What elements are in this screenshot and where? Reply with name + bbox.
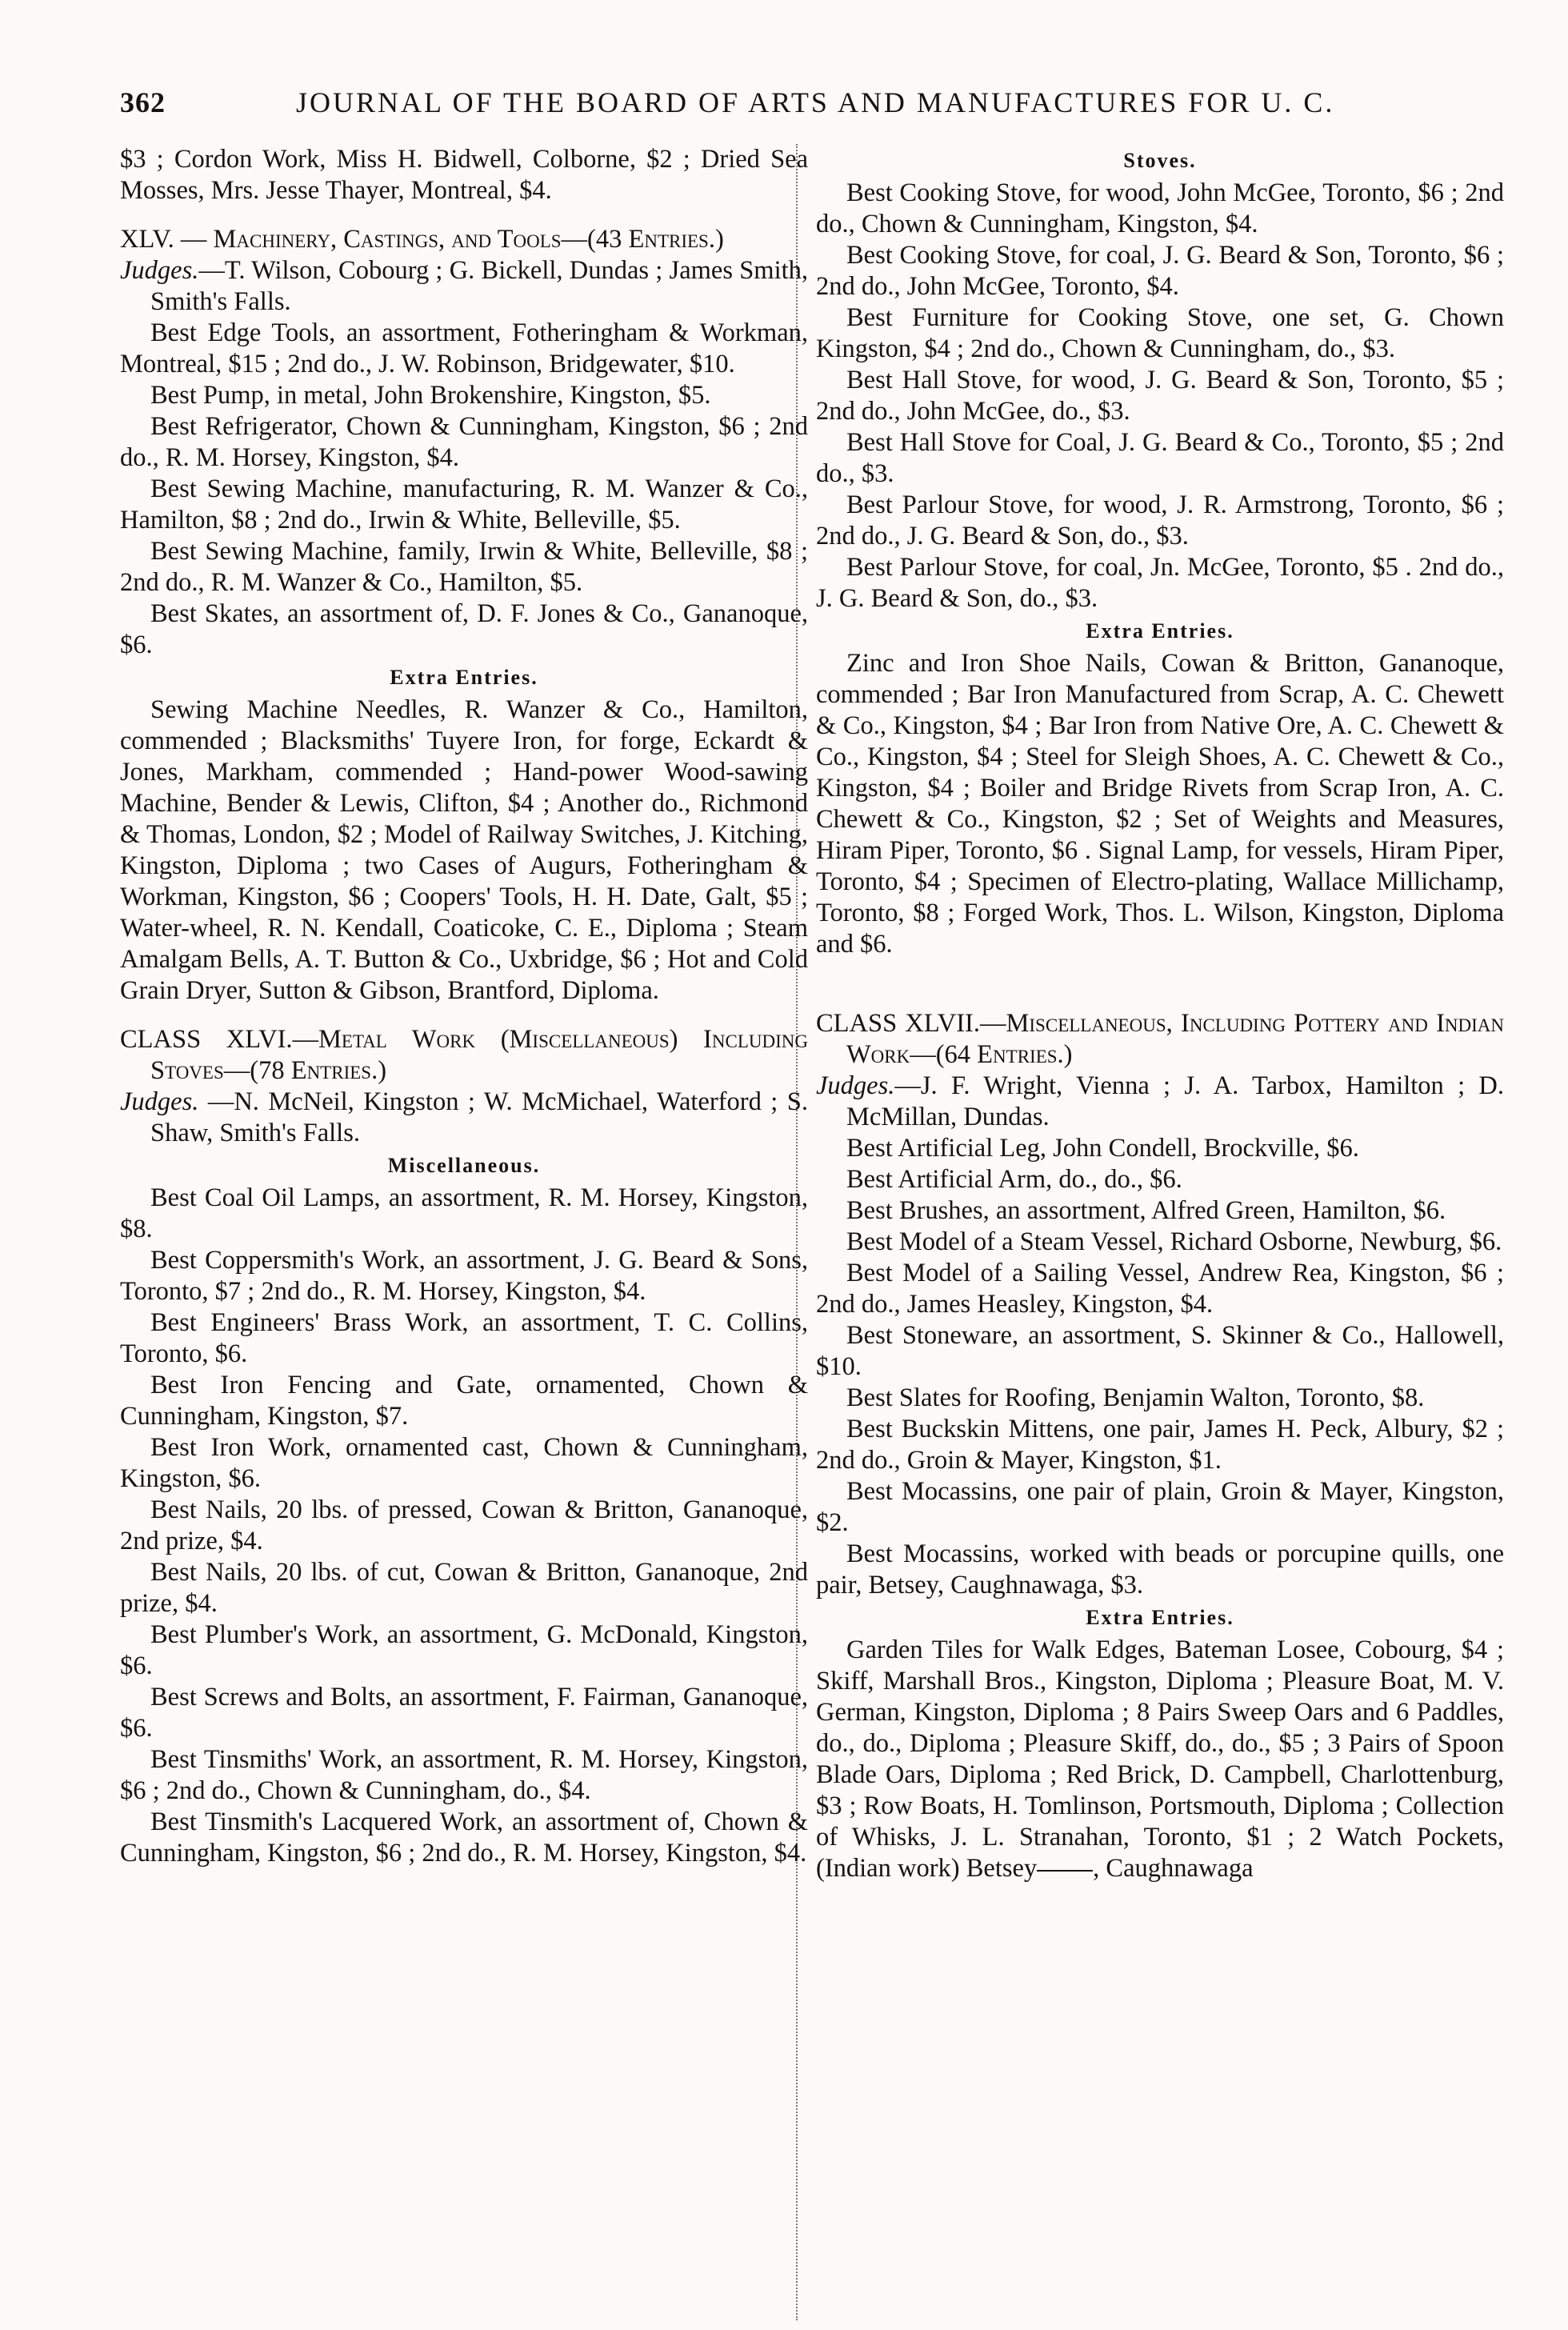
extra-entries-paragraph: Zinc and Iron Shoe Nails, Cowan & Britton, Gananoque, commended ; Bar Iron Manufactured from Scrap, A. C. Chewett & Co., Kingston, $4 ; Bar Iron from Native Ore, A. C. Chewett & Co., Kingston, $4 ; Steel for Sleigh Shoes, A. C. Chewett & Co., Kingston, $4 ; Boiler and Bridge Rivets from Scrap Iron, A. C. Chewett & Co., Kingston, $2 ; Set of Weights and Measures, Hiram Piper, Toronto, $6 . Signal Lamp, for vessels, Hiram Piper, Toronto, $4 ; Specimen of Electro-plating, Wallace Millichamp, Toronto, $8 ; Forged Work, Thos. L. Wilson, Kingston, Diploma and $6. bbox=[816, 649, 1504, 959]
list-item: Best Artificial Leg, John Condell, Brockville, $6. bbox=[846, 1134, 1359, 1163]
running-head bbox=[120, 78, 1480, 126]
list-item: Best Plumber's Work, an assortment, G. McDonald, Kingston, $6. bbox=[120, 1620, 808, 1680]
class-45-number: XLV. — bbox=[120, 225, 214, 254]
list-item: Best Coal Oil Lamps, an assortment, R. M. Horsey, Kingston, $8. bbox=[120, 1183, 808, 1243]
judges-label: Judges. bbox=[120, 1087, 199, 1116]
list-item: Best Cooking Stove, for coal, J. G. Beard & Son, Toronto, $6 ; 2nd do., John McGee, Toronto, $4. bbox=[816, 241, 1504, 301]
list-item: Best Artificial Arm, do., do., $6. bbox=[846, 1165, 1182, 1194]
list-item: Best Iron Work, ornamented cast, Chown & Cunningham, Kingston, $6. bbox=[120, 1433, 808, 1493]
section-gap bbox=[816, 960, 1504, 991]
list-item: Best Buckskin Mittens, one pair, James H. Peck, Albury, $2 ; 2nd do., Groin & Mayer, Kingston, $1. bbox=[816, 1415, 1504, 1475]
extra-entries-paragraph bbox=[816, 1635, 1504, 1884]
list-item: Best Cooking Stove, for wood, John McGee, Toronto, $6 ; 2nd do., Chown & Cunningham, Kingston, $4. bbox=[816, 178, 1504, 238]
class-46-number: CLASS XLVI.— bbox=[120, 1025, 319, 1054]
list-item: Best Nails, 20 lbs. of cut, Cowan & Britton, Gananoque, 2nd prize, $4. bbox=[120, 1558, 808, 1618]
class-47-heading bbox=[816, 1008, 1504, 1071]
judges-list: —J. F. Wright, Vienna ; J. A. Tarbox, Hamilton ; D. McMillan, Dundas. bbox=[846, 1071, 1504, 1131]
class-47-judges bbox=[816, 1071, 1504, 1133]
judges-label: Judges. bbox=[816, 1071, 895, 1100]
list-item: Best Engineers' Brass Work, an assortment, T. C. Collins, Toronto, $6. bbox=[120, 1308, 808, 1368]
extra-entries-subheading: Extra Entries. bbox=[1086, 1606, 1234, 1629]
class-47-number: CLASS XLVII.— bbox=[816, 1009, 1006, 1038]
list-item: Best Furniture for Cooking Stove, one set, G. Chown Kingston, $4 ; 2nd do., Chown & Cunningham, do., $3. bbox=[816, 303, 1504, 363]
list-item: Best Hall Stove, for wood, J. G. Beard & Son, Toronto, $5 ; 2nd do., John McGee, do., $3. bbox=[816, 366, 1504, 426]
list-item: Best Mocassins, one pair of plain, Groin & Mayer, Kingston, $2. bbox=[816, 1477, 1504, 1537]
class-46-heading bbox=[120, 1024, 808, 1087]
list-item: Best Skates, an assortment of, D. F. Jones & Co., Gananoque, $6. bbox=[120, 599, 808, 659]
extra-entries-paragraph: Sewing Machine Needles, R. Wanzer & Co., Hamilton, commended ; Blacksmiths' Tuyere Iron, for forge, Eckardt & Jones, Markham, commended ; Hand-power Wood-sawing Machine, Bender & Lewis, Clifton, $4 ; Another do., Richmond & Thomas, London, $2 ; Model of Railway Switches, J. Kitching, Kingston, Diploma ; two Cases of Augurs, Fotheringham & Workman, Kingston, $6 ; Coopers' Tools, H. H. Date, Galt, $5 ; Water-wheel, R. N. Kendall, Coaticoke, C. E., Diploma ; Steam Amalgam Bells, A. T. Button & Co., Uxbridge, $6 ; Hot and Cold Grain Dryer, Sutton & Gibson, Brantford, Diploma. bbox=[120, 695, 808, 1005]
blank-dash bbox=[1037, 1870, 1093, 1872]
list-item: Best Model of a Steam Vessel, Richard Osborne, Newburg, $6. bbox=[846, 1227, 1502, 1256]
class-47-title: Miscellaneous, Including Pottery and Indian Work—(64 Entries.) bbox=[846, 1009, 1504, 1069]
right-column bbox=[816, 144, 1504, 2304]
list-item: Best Coppersmith's Work, an assortment, J. G. Beard & Sons, Toronto, $7 ; 2nd do., R. M. Horsey, Kingston, $4. bbox=[120, 1246, 808, 1306]
list-item: Best Stoneware, an assortment, S. Skinner & Co., Hallowell, $10. bbox=[816, 1321, 1504, 1381]
list-item: Best Sewing Machine, manufacturing, R. M. Wanzer & Co., Hamilton, $8 ; 2nd do., Irwin & White, Belleville, $5. bbox=[120, 474, 808, 534]
list-item: Best Iron Fencing and Gate, ornamented, Chown & Cunningham, Kingston, $7. bbox=[120, 1371, 808, 1431]
miscellaneous-subheading: Miscellaneous. bbox=[387, 1154, 541, 1177]
stoves-subheading: Stoves. bbox=[1123, 149, 1197, 172]
list-item: Best Nails, 20 lbs. of pressed, Cowan & Britton, Gananoque, 2nd prize, $4. bbox=[120, 1495, 808, 1555]
page-number: 362 bbox=[120, 86, 166, 118]
list-item: Best Screws and Bolts, an assortment, F. Fairman, Gananoque, $6. bbox=[120, 1683, 808, 1743]
extra-entries-tail: , Caughnawaga bbox=[1093, 1854, 1254, 1883]
class-46-title: Metal Work (Miscellaneous) Including Stoves—(78 Entries.) bbox=[150, 1025, 808, 1085]
judges-list: —T. Wilson, Cobourg ; G. Bickell, Dundas ; James Smith, Smith's Falls. bbox=[150, 256, 808, 316]
judges-label: Judges. bbox=[120, 256, 199, 285]
list-item: Best Parlour Stove, for wood, J. R. Armstrong, Toronto, $6 ; 2nd do., J. G. Beard & Son, do., $3. bbox=[816, 490, 1504, 550]
list-item: Best Model of a Sailing Vessel, Andrew Rea, Kingston, $6 ; 2nd do., James Heasley, Kingston, $4. bbox=[816, 1259, 1504, 1319]
judges-list: —N. McNeil, Kingston ; W. McMichael, Waterford ; S. Shaw, Smith's Falls. bbox=[150, 1087, 808, 1147]
list-item: Best Sewing Machine, family, Irwin & White, Belleville, $8 ; 2nd do., R. M. Wanzer & Co., Hamilton, $5. bbox=[120, 537, 808, 597]
list-item: Best Parlour Stove, for coal, Jn. McGee, Toronto, $5 . 2nd do., J. G. Beard & Son, do., $3. bbox=[816, 553, 1504, 613]
class-45-title: Machinery, Castings, and Tools—(43 Entries.) bbox=[213, 225, 724, 254]
continued-paragraph: $3 ; Cordon Work, Miss H. Bidwell, Colborne, $2 ; Dried Sea Mosses, Mrs. Jesse Thayer, Montreal, $4. bbox=[120, 145, 808, 205]
journal-title: JOURNAL OF THE BOARD OF ARTS AND MANUFACTURES FOR U. C. bbox=[296, 86, 1335, 118]
left-column bbox=[120, 144, 808, 2304]
extra-entries-text: Garden Tiles for Walk Edges, Bateman Losee, Cobourg, $4 ; Skiff, Marshall Bros., Kingston, Diploma ; Pleasure Boat, M. V. German, Kingston, Diploma ; 8 Pairs Sweep Oars and 6 Paddles, do., do., Diploma ; Pleasure Skiff, do., do., $5 ; 3 Pairs of Spoon Blade Oars, Diploma ; Red Brick, D. Campbell, Charlottenburg, $3 ; Row Boats, H. Tomlinson, Portsmouth, Diploma ; Collection of Whisks, J. L. Stranahan, Toronto, $1 ; 2 Watch Pockets, (Indian work) Betsey bbox=[816, 1635, 1504, 1883]
class-46-judges bbox=[120, 1087, 808, 1149]
list-item: Best Brushes, an assortment, Alfred Green, Hamilton, $6. bbox=[846, 1196, 1446, 1225]
list-item: Best Refrigerator, Chown & Cunningham, Kingston, $6 ; 2nd do., R. M. Horsey, Kingston, $4. bbox=[120, 412, 808, 472]
list-item: Best Hall Stove for Coal, J. G. Beard & Co., Toronto, $5 ; 2nd do., $3. bbox=[816, 428, 1504, 488]
class-45-heading bbox=[120, 224, 808, 255]
list-item: Best Pump, in metal, John Brokenshire, Kingston, $5. bbox=[150, 381, 711, 410]
list-item: Best Mocassins, worked with beads or porcupine quills, one pair, Betsey, Caughnawaga, $3. bbox=[816, 1539, 1504, 1599]
list-item: Best Slates for Roofing, Benjamin Walton, Toronto, $8. bbox=[846, 1383, 1425, 1412]
list-item: Best Edge Tools, an assortment, Fotheringham & Workman, Montreal, $15 ; 2nd do., J. W. Robinson, Bridgewater, $10. bbox=[120, 318, 808, 378]
list-item: Best Tinsmith's Lacquered Work, an assortment of, Chown & Cunningham, Kingston, $6 ; 2nd do., R. M. Horsey, Kingston, $4. bbox=[120, 1808, 808, 1868]
extra-entries-subheading: Extra Entries. bbox=[390, 666, 538, 689]
extra-entries-subheading: Extra Entries. bbox=[1086, 619, 1234, 643]
list-item: Best Tinsmiths' Work, an assortment, R. M. Horsey, Kingston, $6 ; 2nd do., Chown & Cunningham, do., $4. bbox=[120, 1745, 808, 1805]
class-45-judges bbox=[120, 255, 808, 318]
